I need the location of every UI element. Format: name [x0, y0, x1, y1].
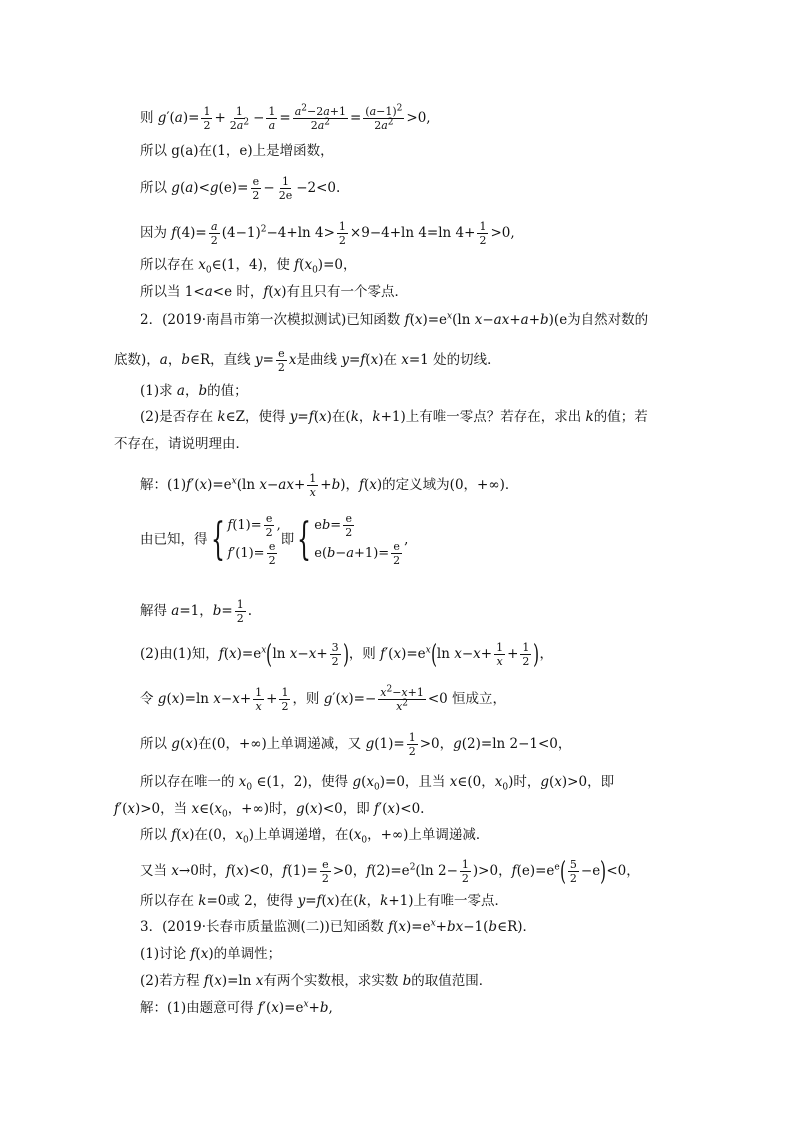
line-one-zero: 所以当 1<a<e 时，f(x)有且只有一个零点．	[140, 284, 409, 300]
line-exists-x0: 所以存在 $x_0\in(1$，4)，使 $f(x_0)=0$，	[140, 257, 357, 276]
line-gprime-a: 则 g′(a)= $\frac{1}{2}$ + $\frac{1}{2a^2}$ − $\frac{1}{a}$ = $\frac{a^2-2a+1}{2a^2}$ = $\frac{(a-1)^2}{2a^2}$ >0,	[140, 103, 431, 132]
line-system: 由已知，得{ f(1)= $\frac{e}{2}$ , f′(1)= $\frac{e}{2}$ 即{ eb= $\frac{e}{2}$ e(b−a+1)= $\frac{e}{2}$ ,	[140, 512, 409, 567]
line-question-1: (1)求 a，b的值；	[140, 383, 248, 399]
line-k-values: 所以存在 k=0或 2，使得 y=f(x)在(k，k+1)上有唯一零点．	[140, 893, 509, 909]
line-unique-x0a: 所以存在唯一的 $x_0$ ∈(1，2)，使得 $g(x_0)=0$，且当 x∈(0，$x_0$)时，g(x)>0，即	[140, 774, 615, 793]
line-g-less-than: 所以 g(a)<g(e)= $\frac{e}{2}$ − $\frac{1}{2e}$ −2<0.	[140, 175, 341, 202]
line-f-monotone: 所以 f(x)在(0，$x_0$)上单调递增，在($x_0$，+∞)上单调递减．	[140, 827, 490, 846]
line-p3-question-2: (2)若方程 f(x)=ln x有两个实数根，求实数 b的取值范围．	[140, 973, 493, 989]
line-solve-ab: 解得 a=1，b= $\frac{1}{2}$ .	[140, 598, 253, 625]
line-g-def: 令 g(x)=ln x−x+ $\frac{1}{x}$ + $\frac{1}{2}$ ，则 g′(x)=− $\frac{x^2-x+1}{x^2}$ <0 恒成立，	[140, 684, 507, 713]
line-problem-2b: 底数)，a，b∈R，直线 y= $\frac{e}{2}$ x是曲线 y=f(x)在 x=1 处的切线．	[114, 347, 501, 374]
line-unique-x0b: f′(x)>0，当 $x\in(x_0$，+∞)时，g(x)<0，即 f′(x)<0.	[114, 801, 425, 820]
line-f4: 因为 f(4)= $\frac{a}{2}$ $(4-1)^2-4+\ln$ 4> $\frac{1}{2}$ ×9−4+ln 4=ln 4+ $\frac{1}{2}$ >0,	[140, 220, 515, 247]
line-limits: 又当 x→0时，f(x)<0，f(1)= $\frac{e}{2}$ >0，$f(2)=e^2(\ln$ 2− $\frac{1}{2}$ )>0，$f(e)=e^e$( $\frac{5}{2}$ −e)<0，	[140, 856, 640, 887]
line-g-increasing: 所以 g(a)在(1，e)上是增函数，	[140, 143, 334, 159]
line-p3-question-1: (1)讨论 f(x)的单调性；	[140, 946, 282, 962]
line-question-2a: (2)是否存在 k∈Z，使得 y=f(x)在(k，k+1)上有唯一零点？若存在，求出 k的值；若	[140, 409, 648, 425]
line-solution-1: 解：$(1)f'(x)=e^x(\ln$ x−ax+ $\frac{1}{x}$ +b)，f(x)的定义域为(0，+∞)．	[140, 472, 519, 499]
line-problem-2a: 2．(2019·南昌市第一次模拟测试)已知函数 $f(x)=e^x(\ln$ x−ax+a+b)(e为自然对数的	[140, 311, 649, 328]
line-problem-3: 3．(2019·长春市质量监测(二))已知函数 $f(x)=e^x+bx-1(b\in R)$．	[140, 918, 537, 935]
line-p3-solution: 解：(1)由题意可得 $f'(x)=e^x+b$,	[140, 999, 333, 1016]
line-g-decreasing: 所以 g(x)在(0，+∞)上单调递减，又 g(1)= $\frac{1}{2}$ >0，g(2)=ln 2−1<0，	[140, 731, 572, 758]
line-question-2b: 不存在，请说明理由．	[114, 436, 249, 452]
line-part-2-f: (2)由(1)知，$f(x)=e^x(\ln$ x−x+ $\frac{3}{2}$ )，则 $f'(x)=e^x(\ln$ x−x+ $\frac{1}{x}$ + $\frac{1}{2}$ )，	[140, 639, 554, 670]
